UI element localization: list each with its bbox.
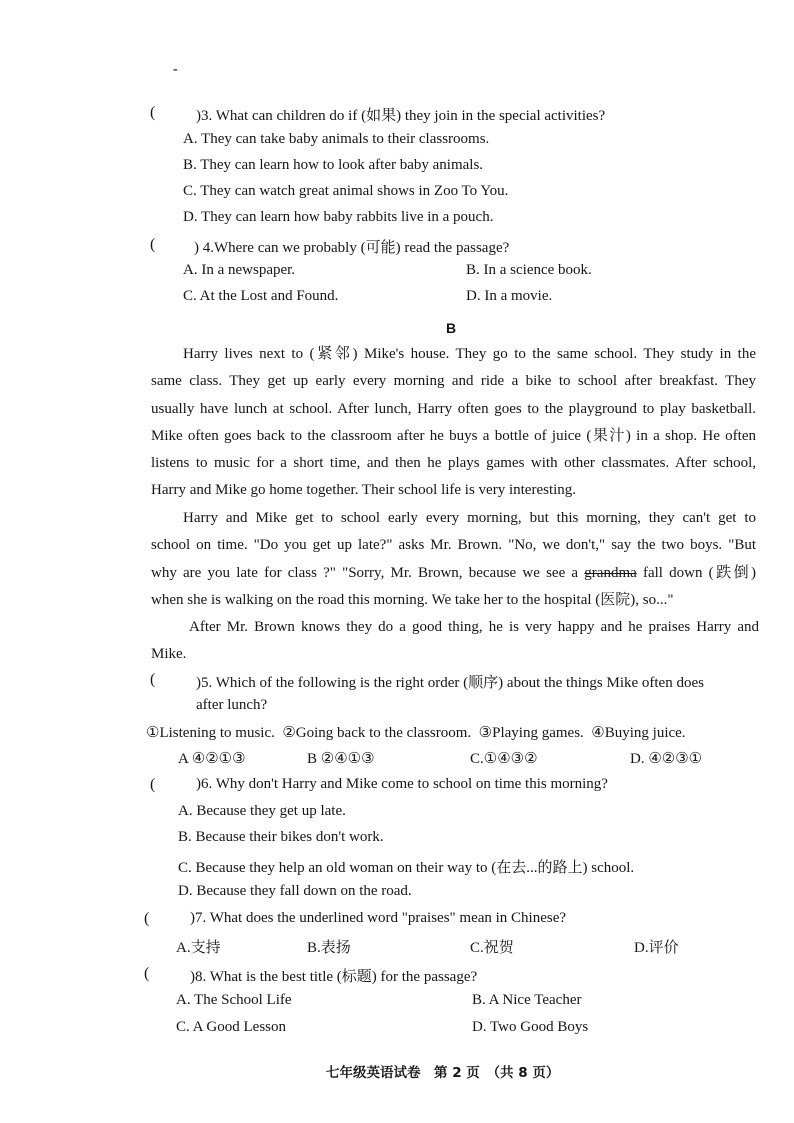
passage-text: fall down (跌倒) xyxy=(636,564,757,581)
passage-line: when she is walking on the road this morning. We take her to the hospital (医院), so..." xyxy=(151,591,674,608)
q5-option-d: D. ④②③① xyxy=(630,751,703,767)
passage-line xyxy=(151,560,756,587)
passage-line: Mike. xyxy=(151,646,187,663)
passage-line: listens to music for a short time, and then he plays games with other classmates. After school, xyxy=(151,455,756,472)
passage-line: Mike often goes back to the classroom after he buys a bottle of juice (果汁) in a shop. He often xyxy=(151,427,756,444)
q8-answer-paren[interactable]: ( xyxy=(144,965,150,982)
q6-option-d: D. Because they fall down on the road. xyxy=(178,883,412,899)
q7-option-d: D.评价 xyxy=(634,940,679,956)
struck-word: grandma xyxy=(584,564,637,581)
passage-line: Harry and Mike get to school early every morning, but this morning, they can't get to xyxy=(183,510,756,526)
q7-answer-paren[interactable]: ( xyxy=(144,910,150,927)
passage-paragraph-1 xyxy=(151,341,756,505)
q7-option-c: C.祝贺 xyxy=(470,940,514,956)
passage-line: usually have lunch at school. After lunch, Harry often goes to the playground to play basketball. xyxy=(151,400,756,417)
q7-option-b: B.表扬 xyxy=(307,940,351,956)
q4-stem: ) 4.Where can we probably (可能) read the passage? xyxy=(194,240,510,256)
q3-answer-paren[interactable]: ( xyxy=(150,104,156,121)
q7-option-a: A.支持 xyxy=(176,940,221,956)
q5-option-c: C.①④③② xyxy=(470,751,538,767)
q4-option-d: D. In a movie. xyxy=(466,288,553,304)
q3-option-c: C. They can watch great animal shows in Zoo To You. xyxy=(183,183,509,199)
q7-stem: )7. What does the underlined word "praises" mean in Chinese? xyxy=(190,910,567,926)
q4-option-a: A. In a newspaper. xyxy=(183,262,296,278)
q8-option-d: D. Two Good Boys xyxy=(472,1019,589,1035)
passage-paragraph-2 xyxy=(151,505,756,614)
passage-text: why are you late for class ?" "Sorry, Mr. Brown, because we see a xyxy=(151,564,585,581)
q6-option-b: B. Because their bikes don't work. xyxy=(178,829,384,845)
page-mark: - xyxy=(173,62,178,77)
q3-stem: )3. What can children do if (如果) they join in the special activities? xyxy=(196,108,606,124)
q5-option-b: B ②④①③ xyxy=(307,751,375,767)
q6-answer-paren[interactable]: ( xyxy=(150,776,156,793)
passage-line: school on time. "Do you get up late?" asks Mr. Brown. "No, we don't," say the two boys. "But xyxy=(151,537,756,554)
passage-line: Harry and Mike go home together. Their school life is very interesting. xyxy=(151,482,577,499)
q4-option-c: C. At the Lost and Found. xyxy=(183,288,339,304)
q8-option-c: C. A Good Lesson xyxy=(176,1019,287,1035)
q5-stem-continued: after lunch? xyxy=(196,697,268,713)
passage-line: After Mr. Brown knows they do a good thing, he is very happy and he praises Harry and xyxy=(189,619,759,635)
passage-paragraph-3 xyxy=(151,614,759,669)
q8-stem: )8. What is the best title (标题) for the passage? xyxy=(190,969,478,985)
q4-option-b: B. In a science book. xyxy=(466,262,592,278)
page-footer: 七年级英语试卷 第 2 页 （共 8 页） xyxy=(326,1065,560,1081)
q3-option-a: A. They can take baby animals to their classrooms. xyxy=(183,131,490,147)
q6-stem: )6. Why don't Harry and Mike come to school on time this morning? xyxy=(196,776,608,792)
passage-line: same class. They get up early every morning and ride a bike to school after breakfast. They xyxy=(151,373,756,390)
q3-option-b: B. They can learn how to look after baby animals. xyxy=(183,157,484,173)
q5-stem: )5. Which of the following is the right order (顺序) about the things Mike often does xyxy=(196,675,704,691)
section-b-heading: B xyxy=(446,320,457,336)
q3-option-d: D. They can learn how baby rabbits live in a pouch. xyxy=(183,209,494,225)
q4-answer-paren[interactable]: ( xyxy=(150,236,156,253)
q6-option-a: A. Because they get up late. xyxy=(178,803,346,819)
q6-option-c: C. Because they help an old woman on their way to (在去...的路上) school. xyxy=(178,860,635,876)
q5-items: ①Listening to music. ②Going back to the classroom. ③Playing games. ④Buying juice. xyxy=(146,725,686,741)
q5-answer-paren[interactable]: ( xyxy=(150,671,156,688)
q5-option-a: A ④②①③ xyxy=(178,751,246,767)
q8-option-b: B. A Nice Teacher xyxy=(472,992,582,1008)
passage-line: Harry lives next to (紧邻) Mike's house. They go to the same school. They study in the xyxy=(183,346,756,362)
q8-option-a: A. The School Life xyxy=(176,992,292,1008)
